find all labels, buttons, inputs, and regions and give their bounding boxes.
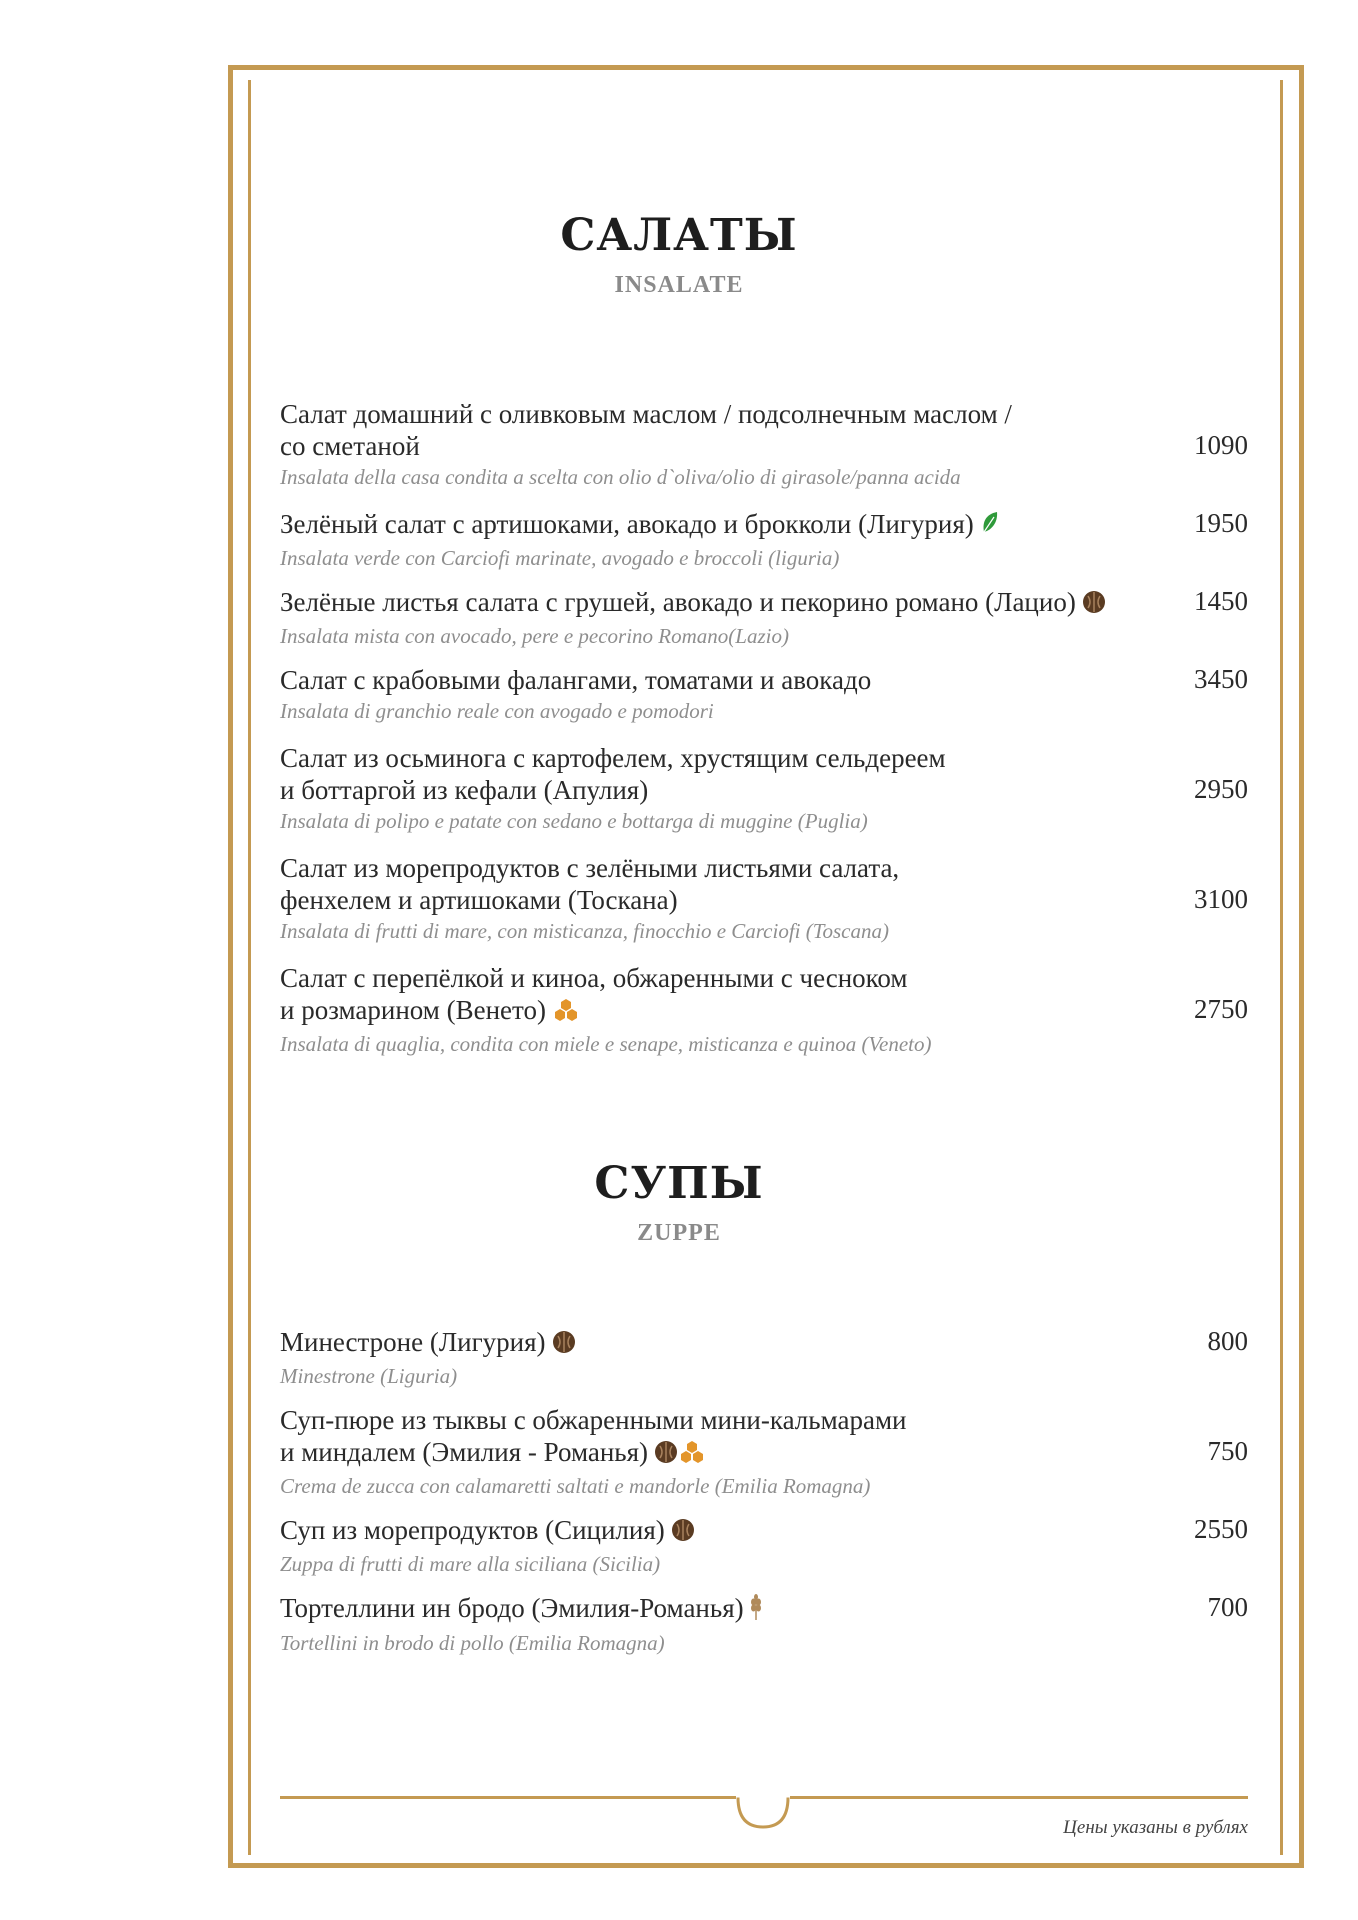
item-name-it: Crema de zucca con calamaretti saltati e mandorle (Emilia Romagna) [280, 1473, 871, 1498]
menu-item [280, 664, 1248, 726]
menu-item [280, 1514, 1248, 1579]
item-name-it: Insalata verde con Carciofi marinate, avogado e broccoli (liguria) [280, 546, 840, 571]
item-price: 800 [1207, 1326, 1248, 1356]
item-name-ru: Салат из осьминога с картофелем, хрустящим сельдереем [280, 743, 946, 773]
item-price: 2550 [1194, 1514, 1248, 1544]
menu-item [280, 742, 1248, 836]
item-price: 1950 [1194, 508, 1248, 538]
salads-subtitle: INSALATE [614, 272, 744, 298]
wheat-icon [750, 1593, 762, 1628]
item-name-ru: Суп-пюре из тыквы с обжаренными мини-кальмарами [280, 1405, 907, 1435]
leaf-icon [980, 510, 1000, 543]
item-name-ru-cont: и боттаргой из кефали (Апулия) [280, 775, 649, 805]
item-name-it: Insalata della casa condita a scelta con olio d`oliva/olio di girasole/panna acida [280, 465, 961, 489]
item-name-ru: Зелёные листья салата с грушей, авокадо и пекорино романо (Лацио) [280, 587, 1076, 617]
menu-item [280, 962, 1248, 1059]
menu-item [280, 398, 1248, 492]
item-name-it: Tortellini in brodo di pollo (Emilia Romagna) [280, 1631, 665, 1656]
item-name-ru-cont: и розмарином (Венето) [280, 995, 546, 1025]
item-name-ru: Минестроне (Лигурия) [280, 1327, 546, 1357]
menu-item [280, 586, 1248, 651]
item-price: 2950 [1194, 774, 1248, 804]
item-price: 3450 [1194, 664, 1248, 694]
item-price: 1090 [1194, 430, 1248, 460]
item-name-ru: Салат из морепродуктов с зелёными листьями салата, [280, 853, 900, 883]
item-name-ru: Салат с крабовыми фалангами, томатами и авокадо [280, 665, 872, 695]
bottom-notch-ornament [736, 1796, 790, 1834]
item-name-ru: Салат с перепёлкой и киноа, обжаренными с чесноком [280, 963, 908, 993]
soups-title: СУПЫ [594, 1158, 764, 1209]
item-name-ru: Тортеллини ин бродо (Эмилия-Романья) [280, 1593, 744, 1623]
salads-title: САЛАТЫ [560, 210, 798, 261]
item-name-ru-cont: и миндалем (Эмилия - Романья) [280, 1437, 649, 1467]
nut-icon [671, 1517, 695, 1549]
menu-item [280, 508, 1248, 573]
item-name-ru-cont: со сметаной [280, 431, 420, 461]
nut-icon [552, 1329, 576, 1361]
item-price: 750 [1207, 1436, 1248, 1466]
item-name-it: Insalata di quaglia, condita con miele e senape, misticanza e quinoa (Veneto) [280, 1031, 932, 1056]
nut-icon [1082, 589, 1106, 621]
item-name-it: Zuppa di frutti di mare alla siciliana (Sicilia) [280, 1551, 661, 1576]
item-name-ru-cont: фенхелем и артишоками (Тоскана) [280, 885, 678, 915]
menu-item [280, 852, 1248, 946]
frame-inner-left-line [248, 80, 251, 1855]
item-name-it: Insalata di frutti di mare, con misticanza, finocchio e Carciofi (Toscana) [280, 919, 889, 943]
item-name-it: Minestrone (Liguria) [280, 1363, 458, 1388]
item-price: 2750 [1194, 994, 1248, 1024]
menu-item [280, 1326, 1248, 1391]
item-price: 3100 [1194, 884, 1248, 914]
item-name-ru: Зелёный салат с артишоками, авокадо и брокколи (Лигурия) [280, 509, 974, 539]
frame-inner-right-line [1280, 80, 1283, 1855]
item-price: 700 [1207, 1592, 1248, 1622]
item-price: 1450 [1194, 586, 1248, 616]
soups-subtitle: ZUPPE [637, 1220, 721, 1246]
item-name-ru: Салат домашний с оливковым маслом / подсолнечным маслом / [280, 399, 1012, 429]
footer-price-note: Цены указаны в рублях [1063, 1817, 1248, 1838]
item-name-it: Insalata di polipo e patate con sedano e bottarga di muggine (Puglia) [280, 809, 868, 833]
item-name-it: Insalata mista con avocado, pere e pecorino Romano(Lazio) [280, 623, 789, 648]
menu-item [280, 1404, 1248, 1501]
nut-honey-icon [654, 1439, 706, 1471]
item-name-ru: Суп из морепродуктов (Сицилия) [280, 1515, 665, 1545]
honey-icon [552, 997, 580, 1029]
menu-item [280, 1592, 1248, 1658]
item-name-it: Insalata di granchio reale con avogado e pomodori [280, 699, 714, 723]
